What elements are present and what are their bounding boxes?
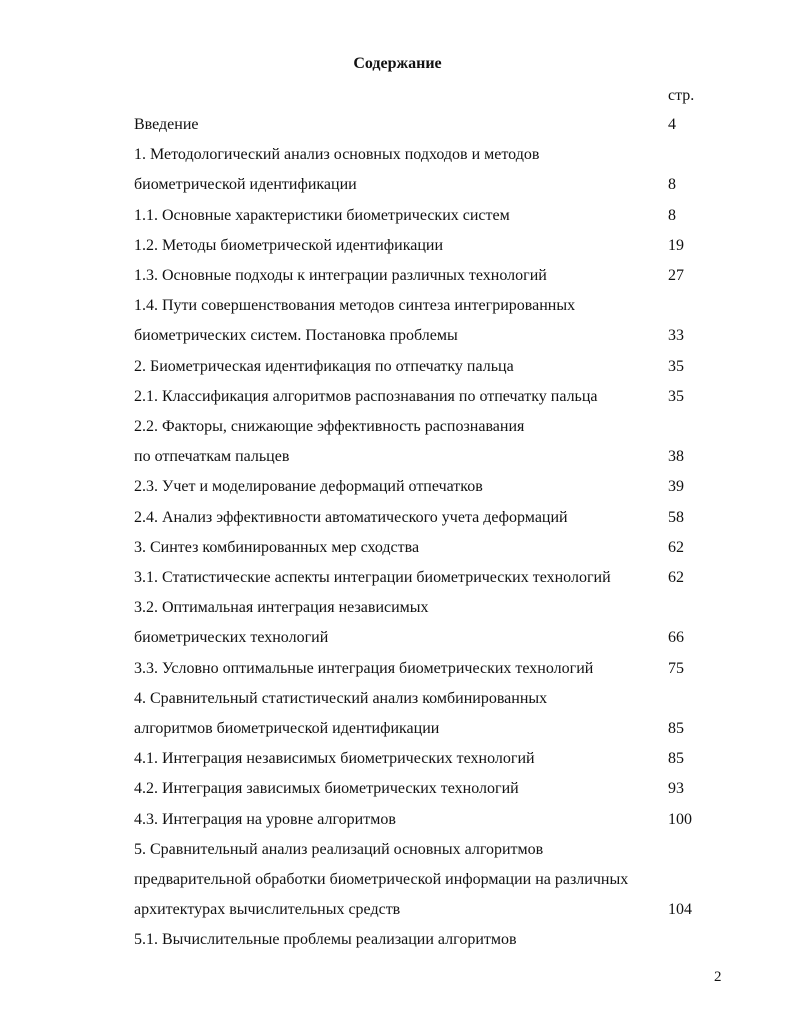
toc-entry [134, 687, 714, 711]
toc-entry-text: 2.4. Анализ эффективности автоматического учета деформаций [134, 509, 568, 526]
toc-entry [134, 143, 714, 167]
toc-entry [134, 626, 714, 650]
toc-entry-page: 85 [668, 720, 684, 737]
toc-entry [134, 747, 714, 771]
toc-entry-page: 8 [668, 176, 676, 193]
toc-entry-text: 1.1. Основные характеристики биометрических систем [134, 207, 510, 224]
toc-entry-page: 39 [668, 478, 684, 495]
toc-entry-page: 19 [668, 237, 684, 254]
toc-entry-text: 4. Сравнительный статистический анализ комбинированных [134, 690, 548, 707]
toc-entry [134, 355, 714, 379]
toc-entry-page: 35 [668, 358, 684, 375]
toc-entry-text: биометрических систем. Постановка проблемы [134, 327, 458, 344]
toc-entry [134, 385, 714, 409]
toc-entry-page: 62 [668, 539, 684, 556]
toc-entry [134, 838, 714, 862]
toc-entry-page: 93 [668, 780, 684, 797]
toc-entry [134, 536, 714, 560]
toc-entry [134, 475, 714, 499]
toc-entry-text: 2. Биометрическая идентификация по отпечатку пальца [134, 358, 514, 375]
toc-entry-page: 62 [668, 569, 684, 586]
toc-entry [134, 777, 714, 801]
toc-entry-text: предварительной обработки биометрической информации на различных [134, 871, 629, 888]
toc-entry [134, 445, 714, 469]
toc-entry-text: 1. Методологический анализ основных подходов и методов [134, 146, 540, 163]
toc-entry-text: 2.2. Факторы, снижающие эффективность распознавания [134, 418, 525, 435]
toc-entry-text: алгоритмов биометрической идентификации [134, 720, 440, 737]
toc-entry-text: архитектурах вычислительных средств [134, 901, 401, 918]
toc-entry [134, 566, 714, 590]
toc-entry [134, 868, 714, 892]
toc-entry-page: 85 [668, 750, 684, 767]
toc-entry-text: 1.2. Методы биометрической идентификации [134, 237, 444, 254]
toc-entry-text: 4.3. Интеграция на уровне алгоритмов [134, 811, 396, 828]
toc-entry [134, 173, 714, 197]
toc-entry-text: 3.1. Статистические аспекты интеграции биометрических технологий [134, 569, 611, 586]
toc-entry-text: 4.1. Интеграция независимых биометрических технологий [134, 750, 535, 767]
toc-entry-text: 5. Сравнительный анализ реализаций основных алгоритмов [134, 841, 544, 858]
toc-entry-page: 66 [668, 629, 684, 646]
toc-entry-text: 3.3. Условно оптимальные интеграция биометрических технологий [134, 660, 594, 677]
toc-entry-page: 8 [668, 207, 676, 224]
toc-entry-page: 100 [668, 811, 692, 828]
toc-entry [134, 717, 714, 741]
toc-entry [134, 234, 714, 258]
toc-entry [134, 898, 714, 922]
toc-entry-page: 104 [668, 901, 692, 918]
toc-entry [134, 928, 714, 952]
toc-entry-text: 4.2. Интеграция зависимых биометрических технологий [134, 780, 519, 797]
toc-entry-text: 2.1. Классификация алгоритмов распознавания по отпечатку пальца [134, 388, 598, 405]
page-title: Содержание [353, 55, 442, 72]
toc-entry-page: 27 [668, 267, 684, 284]
toc-entry-page: 75 [668, 660, 684, 677]
toc-entry [134, 264, 714, 288]
toc-entry [134, 506, 714, 530]
toc-entry [134, 657, 714, 681]
toc-entry-text: 3. Синтез комбинированных мер сходства [134, 539, 420, 556]
toc-entry [134, 596, 714, 620]
toc-entry [134, 415, 714, 439]
toc-entry-page: 33 [668, 327, 684, 344]
toc-entry-text: 2.3. Учет и моделирование деформаций отпечатков [134, 478, 483, 495]
toc-entry [134, 204, 714, 228]
toc-entry-text: биометрических технологий [134, 629, 329, 646]
toc-entry-text: 3.2. Оптимальная интеграция независимых [134, 599, 429, 616]
toc-entry [134, 324, 714, 348]
page-number: 2 [714, 969, 722, 985]
toc-entry-page: 4 [668, 116, 676, 133]
page-column-header: стр. [668, 87, 695, 104]
toc-entry-text: 1.3. Основные подходы к интеграции различных технологий [134, 267, 547, 284]
toc-entry-page: 58 [668, 509, 684, 526]
toc-entry [134, 808, 714, 832]
toc-entry-text: Введение [134, 116, 199, 133]
toc-entry-page: 35 [668, 388, 684, 405]
toc-entry-text: биометрической идентификации [134, 176, 357, 193]
toc-entry-text: по отпечаткам пальцев [134, 448, 290, 465]
toc-entry [134, 113, 714, 137]
toc-entry [134, 294, 714, 318]
toc-entry-page: 38 [668, 448, 684, 465]
toc-entry-text: 1.4. Пути совершенствования методов синтеза интегрированных [134, 297, 576, 314]
toc-entry-text: 5.1. Вычислительные проблемы реализации алгоритмов [134, 931, 517, 948]
